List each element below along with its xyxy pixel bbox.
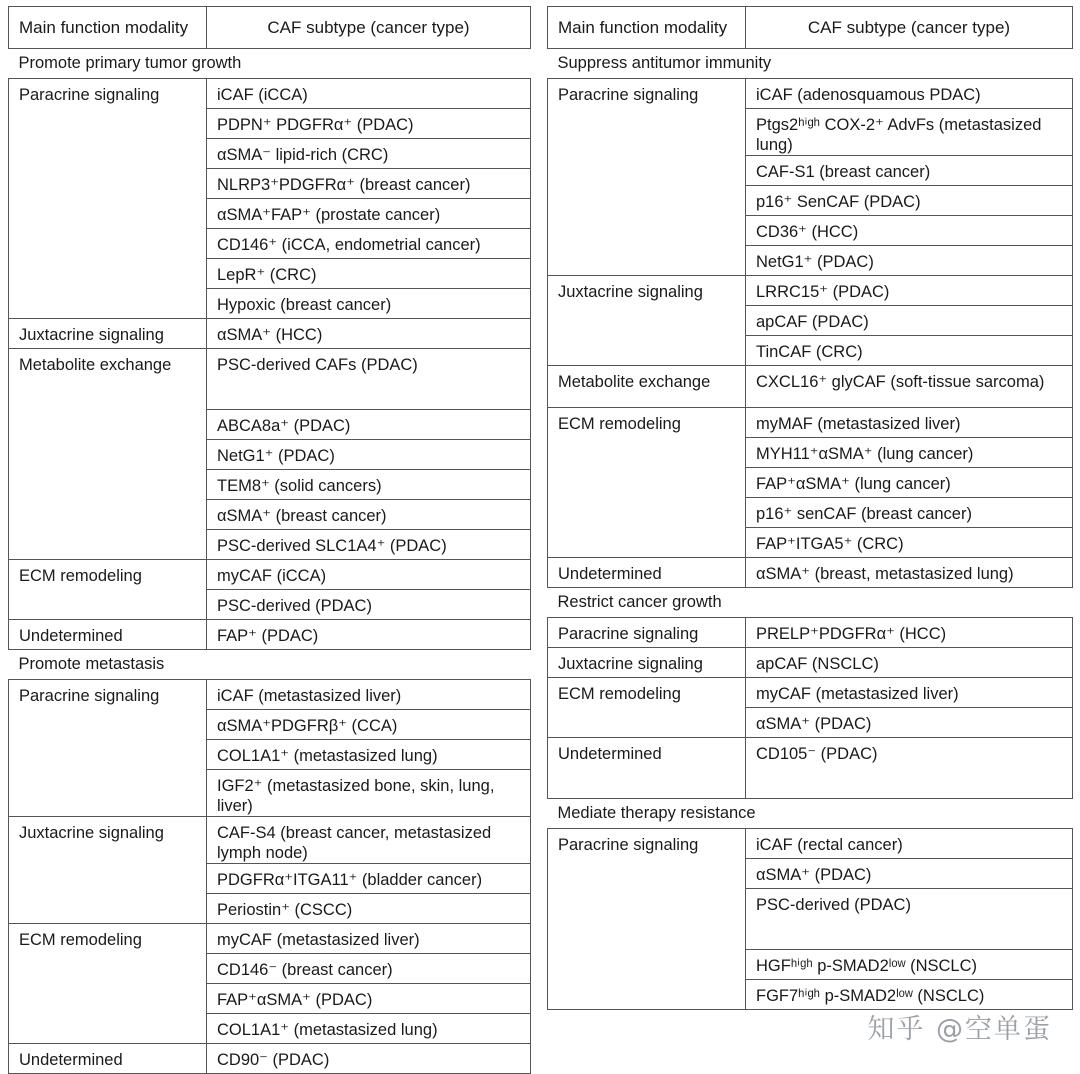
header-subtype: CAF subtype (cancer type) — [207, 7, 531, 49]
modality-cell: Juxtacrine signaling — [548, 276, 746, 366]
subtype-cell: CXCL16⁺ glyCAF (soft-tissue sarcoma) — [746, 366, 1073, 408]
left-caf-table — [8, 6, 531, 1074]
subtype-cell: Ptgs2ʰⁱᵍʰ COX-2⁺ AdvFs (metastasized lung) — [746, 109, 1073, 156]
header-subtype: CAF subtype (cancer type) — [746, 7, 1073, 49]
subtype-cell: CAF-S4 (breast cancer, metastasized lymph node) — [207, 817, 531, 864]
table-row — [9, 924, 531, 954]
subtype-cell: HGFʰⁱᵍʰ p-SMAD2ˡᵒʷ (NSCLC) — [746, 950, 1073, 980]
modality-cell: ECM remodeling — [548, 678, 746, 738]
table-row — [9, 319, 531, 349]
subtype-cell: iCAF (iCCA) — [207, 79, 531, 109]
section-title: Promote metastasis — [9, 650, 531, 680]
table-row — [9, 1044, 531, 1074]
modality-cell: ECM remodeling — [9, 560, 207, 620]
modality-cell: Undetermined — [9, 1044, 207, 1074]
section-row — [9, 650, 531, 680]
modality-cell: Juxtacrine signaling — [9, 817, 207, 924]
table-row — [548, 829, 1073, 859]
subtype-cell: COL1A1⁺ (metastasized lung) — [207, 1014, 531, 1044]
subtype-cell: αSMA⁻ lipid-rich (CRC) — [207, 139, 531, 169]
subtype-cell: apCAF (NSCLC) — [746, 648, 1073, 678]
subtype-cell: αSMA⁺ (PDAC) — [746, 708, 1073, 738]
subtype-cell: PSC-derived (PDAC) — [207, 590, 531, 620]
table-row — [9, 817, 531, 864]
header-modality: Main function modality — [9, 7, 207, 49]
subtype-cell: FGF7ʰⁱᵍʰ p-SMAD2ˡᵒʷ (NSCLC) — [746, 980, 1073, 1010]
subtype-cell: PSC-derived (PDAC) — [746, 889, 1073, 950]
subtype-cell: iCAF (metastasized liver) — [207, 680, 531, 710]
table-row — [9, 560, 531, 590]
modality-cell: Paracrine signaling — [9, 79, 207, 319]
section-row — [548, 49, 1073, 79]
subtype-cell: αSMA⁺FAP⁺ (prostate cancer) — [207, 199, 531, 229]
subtype-cell: myCAF (iCCA) — [207, 560, 531, 590]
header-modality: Main function modality — [548, 7, 746, 49]
subtype-cell: p16⁺ senCAF (breast cancer) — [746, 498, 1073, 528]
section-title: Suppress antitumor immunity — [548, 49, 1073, 79]
subtype-cell: CD146⁺ (iCCA, endometrial cancer) — [207, 229, 531, 259]
subtype-cell: NetG1⁺ (PDAC) — [207, 440, 531, 470]
zhihu-watermark: 知乎 @空单蛋 — [867, 1014, 1052, 1045]
subtype-cell: myCAF (metastasized liver) — [207, 924, 531, 954]
header-row — [9, 7, 531, 49]
table-row — [548, 408, 1073, 438]
modality-cell: Metabolite exchange — [548, 366, 746, 408]
modality-cell: Juxtacrine signaling — [9, 319, 207, 349]
subtype-cell: IGF2⁺ (metastasized bone, skin, lung, liver) — [207, 770, 531, 817]
subtype-cell: Periostin⁺ (CSCC) — [207, 894, 531, 924]
subtype-cell: αSMA⁺ (HCC) — [207, 319, 531, 349]
header-row — [548, 7, 1073, 49]
subtype-cell: PRELP⁺PDGFRα⁺ (HCC) — [746, 618, 1073, 648]
subtype-cell: NetG1⁺ (PDAC) — [746, 246, 1073, 276]
table-row — [548, 79, 1073, 109]
modality-cell: Undetermined — [9, 620, 207, 650]
table-row — [548, 618, 1073, 648]
section-row — [9, 49, 531, 79]
subtype-cell: PSC-derived SLC1A4⁺ (PDAC) — [207, 530, 531, 560]
subtype-cell: FAP⁺αSMA⁺ (lung cancer) — [746, 468, 1073, 498]
subtype-cell: CD36⁺ (HCC) — [746, 216, 1073, 246]
table-row — [9, 620, 531, 650]
subtype-cell: LRRC15⁺ (PDAC) — [746, 276, 1073, 306]
subtype-cell: αSMA⁺ (breast, metastasized lung) — [746, 558, 1073, 588]
subtype-cell: iCAF (rectal cancer) — [746, 829, 1073, 859]
section-row — [548, 799, 1073, 829]
subtype-cell: αSMA⁺PDGFRβ⁺ (CCA) — [207, 710, 531, 740]
modality-cell: Paracrine signaling — [548, 618, 746, 648]
subtype-cell: FAP⁺ITGA5⁺ (CRC) — [746, 528, 1073, 558]
subtype-cell: iCAF (adenosquamous PDAC) — [746, 79, 1073, 109]
subtype-cell: LepR⁺ (CRC) — [207, 259, 531, 289]
subtype-cell: αSMA⁺ (breast cancer) — [207, 500, 531, 530]
modality-cell: Metabolite exchange — [9, 349, 207, 560]
table-row — [9, 349, 531, 410]
subtype-cell: CD105⁻ (PDAC) — [746, 738, 1073, 799]
table-row — [548, 558, 1073, 588]
modality-cell: Paracrine signaling — [548, 79, 746, 276]
subtype-cell: TinCAF (CRC) — [746, 336, 1073, 366]
subtype-cell: CAF-S1 (breast cancer) — [746, 156, 1073, 186]
subtype-cell: NLRP3⁺PDGFRα⁺ (breast cancer) — [207, 169, 531, 199]
subtype-cell: PSC-derived CAFs (PDAC) — [207, 349, 531, 410]
subtype-cell: CD146⁻ (breast cancer) — [207, 954, 531, 984]
table-row — [9, 79, 531, 109]
modality-cell: ECM remodeling — [9, 924, 207, 1044]
subtype-cell: COL1A1⁺ (metastasized lung) — [207, 740, 531, 770]
modality-cell: Juxtacrine signaling — [548, 648, 746, 678]
subtype-cell: CD90⁻ (PDAC) — [207, 1044, 531, 1074]
modality-cell: Paracrine signaling — [548, 829, 746, 1010]
right-caf-table — [547, 6, 1073, 1010]
subtype-cell: Hypoxic (breast cancer) — [207, 289, 531, 319]
subtype-cell: p16⁺ SenCAF (PDAC) — [746, 186, 1073, 216]
section-title: Restrict cancer growth — [548, 588, 1073, 618]
section-row — [548, 588, 1073, 618]
table-row — [548, 738, 1073, 799]
table-row — [548, 366, 1073, 408]
table-row — [548, 678, 1073, 708]
subtype-cell: FAP⁺αSMA⁺ (PDAC) — [207, 984, 531, 1014]
table-row — [548, 648, 1073, 678]
subtype-cell: ABCA8a⁺ (PDAC) — [207, 410, 531, 440]
table-row — [548, 276, 1073, 306]
subtype-cell: PDPN⁺ PDGFRα⁺ (PDAC) — [207, 109, 531, 139]
section-title: Mediate therapy resistance — [548, 799, 1073, 829]
subtype-cell: PDGFRα⁺ITGA11⁺ (bladder cancer) — [207, 864, 531, 894]
subtype-cell: αSMA⁺ (PDAC) — [746, 859, 1073, 889]
table-row — [9, 680, 531, 710]
subtype-cell: myMAF (metastasized liver) — [746, 408, 1073, 438]
subtype-cell: TEM8⁺ (solid cancers) — [207, 470, 531, 500]
modality-cell: Undetermined — [548, 738, 746, 799]
section-title: Promote primary tumor growth — [9, 49, 531, 79]
subtype-cell: MYH11⁺αSMA⁺ (lung cancer) — [746, 438, 1073, 468]
modality-cell: Paracrine signaling — [9, 680, 207, 817]
modality-cell: ECM remodeling — [548, 408, 746, 558]
subtype-cell: FAP⁺ (PDAC) — [207, 620, 531, 650]
subtype-cell: myCAF (metastasized liver) — [746, 678, 1073, 708]
modality-cell: Undetermined — [548, 558, 746, 588]
subtype-cell: apCAF (PDAC) — [746, 306, 1073, 336]
